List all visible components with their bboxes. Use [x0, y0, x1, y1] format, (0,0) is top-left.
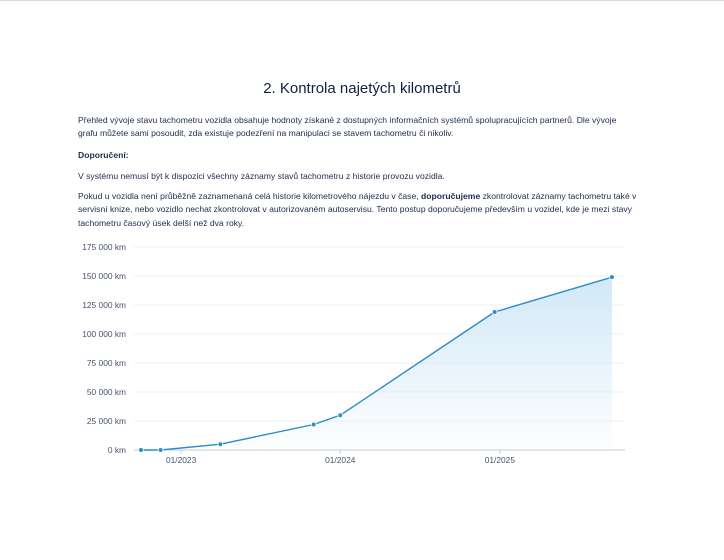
top-border: [0, 0, 724, 1]
x-axis-ticks: [166, 450, 515, 465]
data-point: [158, 448, 163, 453]
data-point: [610, 275, 615, 280]
y-tick-label: 100 000 km: [82, 329, 126, 339]
section-title: 2. Kontrola najetých kilometrů: [263, 80, 461, 97]
data-point: [338, 413, 343, 418]
recommendation-heading: Doporučení:: [78, 150, 129, 160]
y-tick-label: 0 km: [107, 445, 126, 455]
note-paragraph: V systému nemusí být k dispozici všechny záznamy stavů tachometru z historie provozu vozidla.: [78, 171, 445, 181]
chart-area: [141, 277, 612, 450]
advice-text-bold: doporučujeme: [421, 191, 481, 201]
advice-text-end: zkontrolovat záznamy tachometru také v servisní knize, nebo vozidlo nechat zkontrolovat v autorizovaném autoservisu. Tento postup doporučujeme především u vozidel, kde je mezi stavy tachometru časový úsek delší než dva roky.: [78, 191, 637, 228]
y-tick-label: 125 000 km: [82, 300, 126, 310]
intro-paragraph: Přehled vývoje stavu tachometru vozidla obsahuje hodnoty získané z dostupných informačních systémů spolupracujících partnerů. Dle vývoje grafu můžete sami posoudit, zda existuje podezření na manipulaci se stavem tachometru či nikoliv.: [78, 115, 617, 139]
x-tick-label: 01/2025: [484, 455, 515, 465]
x-tick-label: 01/2024: [325, 455, 356, 465]
advice-text-start: Pokud u vozidla není průběžně zaznamenaná celá historie kilometrového nájezdu v čase,: [78, 191, 422, 201]
series-area: [141, 277, 612, 450]
y-tick-label: 175 000 km: [82, 242, 126, 252]
data-point: [492, 310, 497, 315]
y-tick-label: 150 000 km: [82, 271, 126, 281]
y-tick-label: 50 000 km: [86, 387, 126, 397]
advice-paragraph: [78, 190, 638, 230]
data-point: [139, 448, 144, 453]
y-tick-label: 25 000 km: [86, 416, 126, 426]
data-point: [311, 422, 316, 427]
data-point: [218, 442, 223, 447]
odometer-chart: [70, 238, 640, 470]
y-tick-label: 75 000 km: [86, 358, 126, 368]
y-axis-ticks: [82, 242, 126, 455]
x-tick-label: 01/2023: [165, 455, 197, 465]
